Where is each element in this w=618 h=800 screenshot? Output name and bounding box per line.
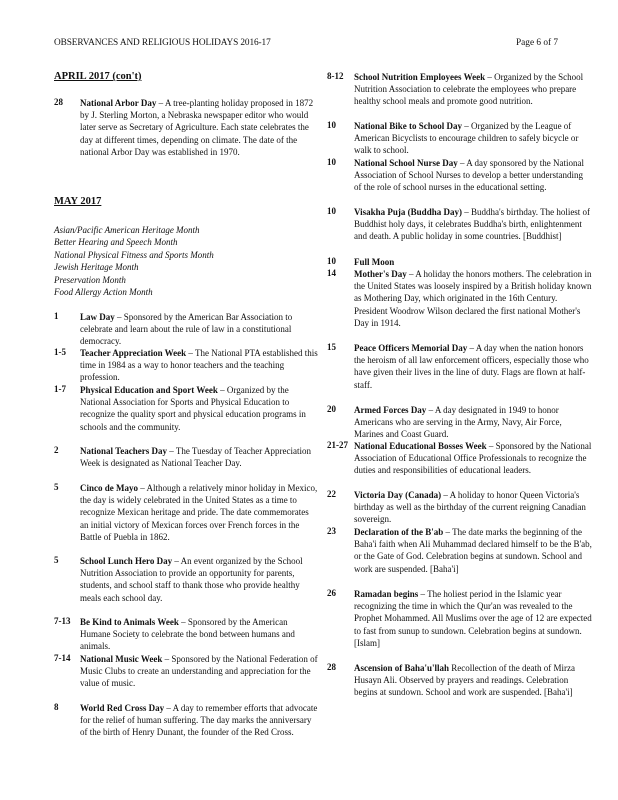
entry-description: – Sponsored by the American Bar Association to celebrate and learn about the rule of law in a constitutional democracy. — [80, 312, 293, 347]
entry-body — [354, 588, 592, 649]
observance-item: Better Hearing and Speech Month — [54, 237, 178, 248]
entry-title: World Red Cross Day — [80, 703, 165, 713]
entry-date: 10 — [327, 120, 336, 130]
entry-title: National Educational Bosses Week — [354, 441, 487, 451]
entry-date: 28 — [327, 662, 336, 672]
entry-description: – Organized by the National Association for Sports and Physical Education to recognize the quality sport and physical education programs in schools and the community. — [80, 385, 306, 432]
entry-description: – Sponsored by the National Federation of Music Clubs to create an understanding and appreciation for the value of music. — [80, 654, 318, 689]
entry-title: Mother's Day — [354, 269, 407, 279]
entry-title: Teacher Appreciation Week — [80, 348, 187, 358]
entry-description: – A day designated in 1949 to honor Americans who are serving in the Army, Navy, Air Force, Marines and Coast Guard. — [354, 405, 562, 440]
entry-body — [354, 342, 592, 391]
entry-body — [80, 311, 319, 348]
entry-title: Law Day — [80, 312, 115, 322]
entry-title: Physical Education and Sport Week — [80, 385, 218, 395]
entry-title: Cinco de Mayo — [80, 483, 138, 493]
entry-title: Visakha Puja (Buddha Day) — [354, 207, 462, 217]
entry-body — [354, 256, 592, 268]
page-header-title: OBSERVANCES AND RELIGIOUS HOLIDAYS 2016-17 — [54, 38, 271, 48]
observance-item: Asian/Pacific American Heritage Month — [54, 225, 200, 235]
entry-date: 15 — [327, 342, 336, 352]
entry-date: 5 — [54, 555, 59, 565]
entry-date: 14 — [327, 268, 336, 278]
entry-description: – The date marks the beginning of the Baha'i faith when Ali Muhammad declared himself to be the B'ab, or the Gate of God. Celebration begins at sundown. School and work are suspended. [Baha'i] — [354, 527, 592, 574]
entry-date: 20 — [327, 404, 336, 414]
entry-date: 10 — [327, 256, 336, 266]
entry-body — [354, 71, 592, 108]
entry-date: 23 — [327, 526, 336, 536]
entry-description: – A tree-planting holiday proposed in 1872 by J. Sterling Morton, a Nebraska newspaper editor who would later serve as Secretary of Agriculture. Each state celebrates the day at different times, depending on climate. The date of the national Arbor Day was established in 1970. — [80, 98, 314, 157]
entry-description: Recollection of the death of Mirza Husayn Ali. Observed by prayers and readings. Celebration begins at sundown. School and work are suspended. [Baha'i] — [354, 663, 575, 698]
entry-description: – An event organized by the School Nutrition Association to provide an opportunity for parents, students, and school staff to thank those who provide healthy meals each school day. — [80, 556, 303, 603]
entry-title: Full Moon — [354, 257, 395, 267]
entry-description: – Organized by the School Nutrition Association to celebrate the employees who prepare healthy school meals and promote good nutrition. — [354, 72, 584, 107]
entry-date: 8 — [54, 702, 59, 712]
entry-title: National Teachers Day — [80, 446, 168, 456]
entry-date: 8-12 — [327, 71, 344, 81]
entry-description: – A day when the nation honors the heroism of all law enforcement officers, especially those who have given their lives in the line of duty. Flags are flown at half-staff. — [354, 343, 589, 390]
entry-description: – A holiday the honors mothers. The celebration in the United States was loosely inspired by a British holiday known as Mothering Day, which originated in the 16th Century. President Woodrow Wilson declared the first national Mother's Day in 1914. — [354, 269, 592, 328]
entry-body — [354, 440, 592, 477]
observance-item: Jewish Heritage Month — [54, 262, 139, 273]
section-heading-april: APRIL 2017 (con't) — [54, 71, 142, 82]
entry-title: National Bike to School Day — [354, 121, 463, 131]
entry-description: – The holiest period in the Islamic year recognizing the time in which the Qur'an was revealed to the Prophet Mohammed. All Muslims over the age of 12 are expected to fast from sunup to sundown. Celebration begins at sundown. [Islam] — [354, 589, 592, 648]
entry-description: – A day sponsored by the National Association of School Nurses to develop a better understanding of the role of school nurses in the educational setting. — [354, 158, 584, 193]
entry-date: 7-13 — [54, 616, 71, 626]
entry-title: National School Nurse Day — [354, 158, 458, 168]
entry-description: – Buddha's birthday. The holiest of Buddhist holy days, it celebrates Buddha's birth, enlightenment and death. A public holiday in some countries. [Buddhist] — [354, 207, 591, 242]
entry-title: Declaration of the B'ab — [354, 527, 444, 537]
entry-body — [354, 206, 592, 243]
entry-title: National Arbor Day — [80, 98, 157, 108]
entry-description: – Sponsored by the American Humane Society to celebrate the bond between humans and animals. — [80, 617, 295, 652]
entry-title: Armed Forces Day — [354, 405, 427, 415]
entry-description: – Although a relatively minor holiday in Mexico, the day is widely celebrated in the United States as a time to recognize Mexican heritage and pride. The date commemorates an initial victory of Mexican forces over French forces in the Battle of Puebla in 1862. — [80, 483, 318, 542]
entry-description: – Organized by the League of American Bicyclists to encourage children to safely bicycle or walk to school. — [354, 121, 579, 156]
entry-body — [354, 526, 592, 575]
entry-body — [80, 653, 319, 690]
entry-description: – A day to remember efforts that advocate for the relief of human suffering. The day marks the anniversary of the birth of Henry Dunant, the founder of the Red Cross. — [80, 703, 318, 738]
monthly-observances — [54, 224, 319, 298]
entry-title: School Lunch Hero Day — [80, 556, 173, 566]
entry-body — [354, 157, 592, 194]
observance-item: Preservation Month — [54, 274, 126, 285]
observance-item: Food Allergy Action Month — [54, 287, 153, 298]
entry-date: 10 — [327, 206, 336, 216]
entry-title: Peace Officers Memorial Day — [354, 343, 468, 353]
entry-body — [80, 616, 319, 653]
entry-date: 26 — [327, 588, 336, 598]
entry-description: – Sponsored by the National Association of Educational Office Professionals to recognize the duties and responsibilities of educational leaders. — [354, 441, 592, 476]
entry-body — [354, 404, 592, 441]
entry-body — [354, 662, 592, 699]
entry-date: 21-27 — [327, 440, 348, 450]
entry-description: – The Tuesday of Teacher Appreciation Week is designated as National Teacher Day. — [80, 446, 312, 469]
entry-body — [80, 347, 319, 384]
entry-description: – The National PTA established this time in 1984 as a way to honor teachers and the teaching profession. — [80, 348, 318, 383]
entry-body — [80, 482, 319, 543]
page-number: Page 6 of 7 — [516, 38, 559, 48]
entry-body — [354, 268, 592, 329]
entry-description: – A holiday to honor Queen Victoria's birthday as well as the birthday of the current reigning Canadian sovereign. — [354, 490, 586, 525]
entry-date: 28 — [54, 97, 63, 107]
entry-title: Victoria Day (Canada) — [354, 490, 442, 500]
entry-body — [80, 97, 319, 158]
entry-date: 10 — [327, 157, 336, 167]
entry-date: 2 — [54, 445, 59, 455]
entry-body — [80, 555, 319, 604]
entry-body — [80, 702, 319, 739]
section-heading-may: MAY 2017 — [54, 196, 102, 207]
entry-title: Ascension of Baha'u'llah — [354, 663, 450, 673]
entry-date: 1-5 — [54, 347, 66, 357]
observance-item: National Physical Fitness and Sports Month — [54, 249, 214, 260]
entry-title: School Nutrition Employees Week — [354, 72, 486, 82]
entry-body — [80, 445, 319, 469]
entry-body — [80, 384, 319, 433]
entry-body — [354, 489, 592, 526]
entry-date: 22 — [327, 489, 336, 499]
entry-title: Be Kind to Animals Week — [80, 617, 179, 627]
entry-date: 5 — [54, 482, 59, 492]
entry-title: National Music Week — [80, 654, 163, 664]
entry-title: Ramadan begins — [354, 589, 419, 599]
entry-body — [354, 120, 592, 157]
entry-date: 1-7 — [54, 384, 66, 394]
entry-date: 7-14 — [54, 653, 71, 663]
entry-date: 1 — [54, 311, 59, 321]
